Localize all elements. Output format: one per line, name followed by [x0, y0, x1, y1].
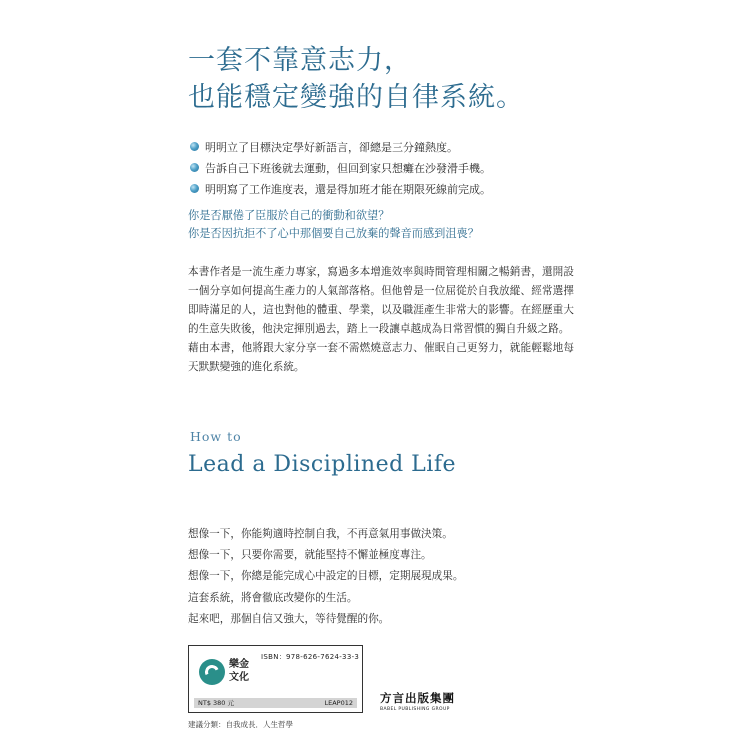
author-description: [188, 263, 574, 377]
imagine-line: 想像一下，只要你需要，就能堅持不懈並極度專注。: [188, 549, 432, 561]
list-item: [190, 178, 491, 199]
question-line: 你是否厭倦了臣服於自己的衝動和欲望？: [188, 209, 390, 222]
imagine-list: [188, 524, 463, 587]
english-title-prefix: How to: [190, 429, 242, 444]
closing-line: 起來吧，那個自信又強大，等待覺醒的你。: [188, 613, 390, 625]
swirl-icon: [203, 663, 221, 681]
headline-line-1: 一套不靠意志力，: [188, 45, 412, 76]
imprint-name: [229, 658, 249, 684]
closing-text: [188, 588, 389, 630]
imagine-line: 想像一下，你能夠適時控制自我，不再意氣用事做決策。: [188, 528, 453, 540]
body-paragraph: 本書作者是一流生產力專家，寫過多本增進效率與時間管理相關之暢銷書，還開設一個分享如何提高生產力的人氣部落格。但他曾是一位屈從於自我放縱、經常選擇即時滿足的人，這也對他的體重、學業，以及職涯產生非常大的影響。在經歷重大的生意失敗後，他決定揮別過去，踏上一段讓卓越成為日常習慣的獨自升級之路。: [188, 266, 574, 335]
body-paragraph: 藉由本書，他將跟大家分享一套不需燃燒意志力、催眠自己更努力，就能輕鬆地每天默默變強的進化系統。: [188, 342, 574, 373]
imprint-name-line: 樂金: [229, 659, 249, 670]
suggested-category: 建議分類：自我成長．人生哲學: [188, 720, 293, 729]
publisher-name-cn: 方言出版集團: [380, 691, 455, 705]
pain-point-list: [190, 136, 491, 199]
question-line: 你是否因抗拒不了心中那個要自己放棄的聲音而感到沮喪？: [188, 227, 479, 240]
headline: [188, 42, 524, 116]
list-item: [190, 157, 491, 178]
price-bar: [194, 698, 357, 708]
publisher-name-en: BABEL PUBLISHING GROUP: [380, 707, 450, 712]
isbn-number: ISBN：978-626-7624-33-3: [261, 653, 360, 661]
headline-line-2: 也能穩定變強的自律系統。: [188, 82, 524, 113]
closing-line: 這套系統，將會徹底改變你的生活。: [188, 592, 358, 604]
questions: [188, 207, 479, 243]
product-code: LEAP012: [324, 699, 353, 707]
bullet-dot-icon: [190, 142, 199, 151]
bullet-dot-icon: [190, 163, 199, 172]
bullet-dot-icon: [190, 184, 199, 193]
list-item-text: 明明寫了工作進度表，還是得加班才能在期限死線前完成。: [205, 182, 491, 196]
isbn-price-box: [188, 645, 363, 713]
list-item-text: 告訴自己下班後就去運動，但回到家只想癱在沙發滑手機。: [205, 161, 491, 175]
list-item: [190, 136, 491, 157]
english-title: Lead a Disciplined Life: [188, 452, 456, 477]
imagine-line: 想像一下，你總是能完成心中設定的目標，定期展現成果。: [188, 570, 464, 582]
price-label: NT$ 380 元: [198, 699, 235, 707]
publisher-logo: [380, 690, 455, 712]
imprint-name-line: 文化: [229, 672, 249, 683]
list-item-text: 明明立了目標決定學好新語言，卻總是三分鐘熱度。: [205, 140, 458, 154]
publisher-logo-icon: [199, 659, 225, 685]
